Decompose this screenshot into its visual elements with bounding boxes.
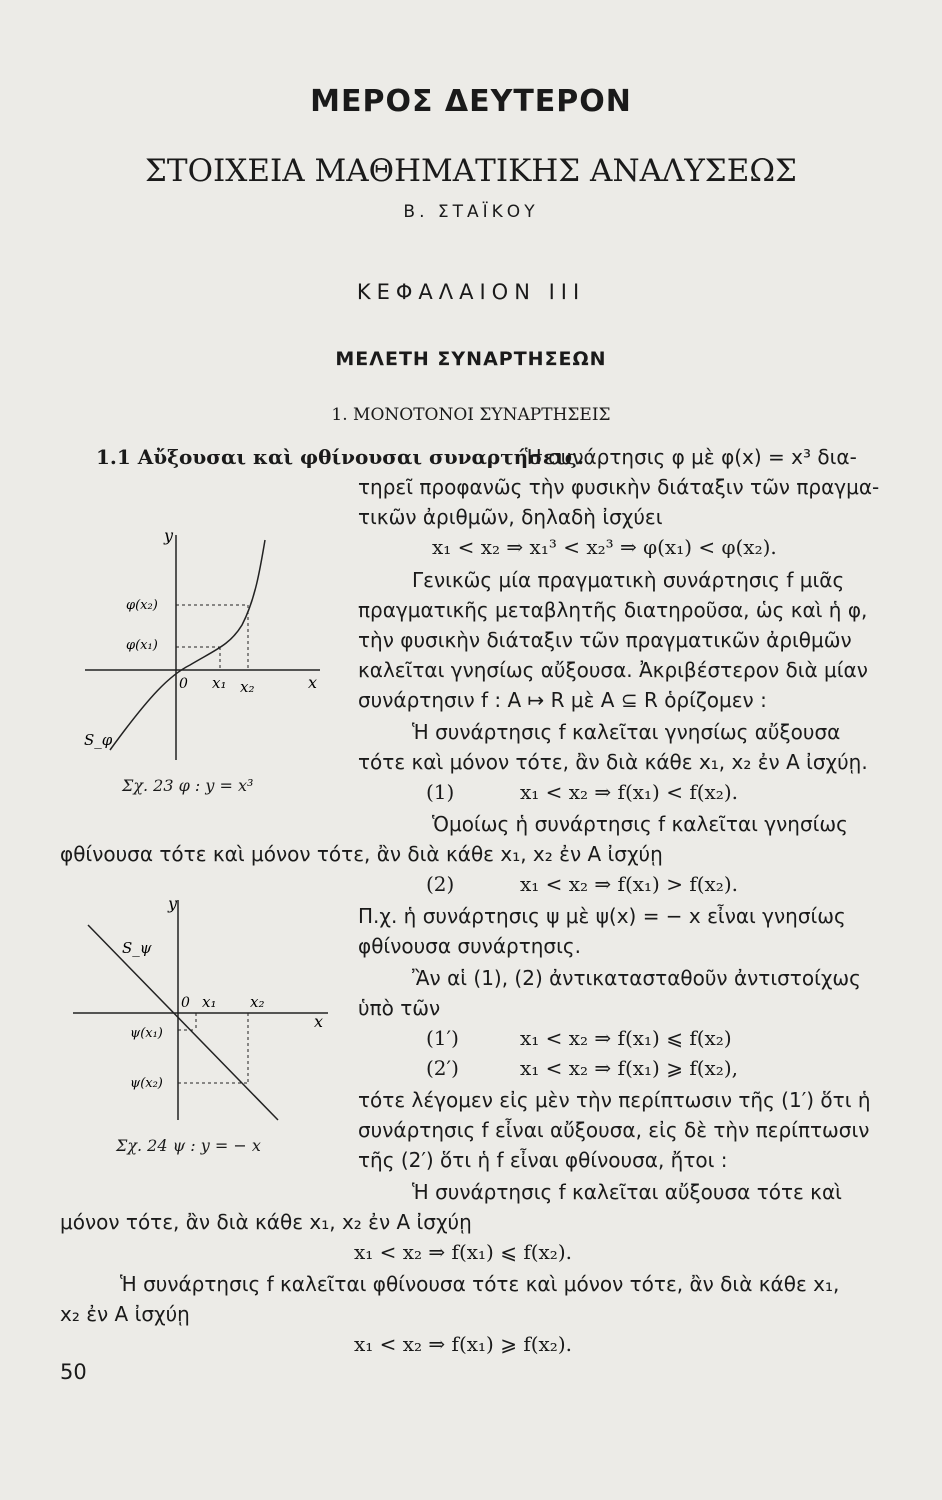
x2-label: x₂ <box>240 678 255 696</box>
y-label: y <box>164 526 174 545</box>
text-line: Ἡ συνάρτησις f καλεῖται αὔξουσα τότε καὶ <box>412 1180 842 1204</box>
fx1-label: φ(x₁) <box>126 638 158 653</box>
x-label: x <box>308 673 318 692</box>
text-line: τότε λέγομεν εἰς μὲν τὴν περίπτωσιν τῆς (1′) ὅτι ἡ <box>358 1088 871 1112</box>
equation: x₁ < x₂ ⇒ f(x₁) ⩽ f(x₂) <box>520 1026 732 1050</box>
subsection-heading: 1.1 Αὔξουσαι καὶ φθίνουσαι συναρτήσεις. <box>96 445 584 469</box>
graph-label: S_ψ <box>122 939 152 957</box>
text-line: ὑπὸ τῶν <box>358 996 441 1020</box>
x2-label: x₂ <box>250 993 265 1011</box>
x1-label: x₁ <box>202 993 217 1011</box>
text-line: Ἡ συνάρτησις f καλεῖται φθίνουσα τότε καὶ μόνον τότε, ἂν διὰ κάθε x₁, <box>120 1272 840 1296</box>
equation: x₁ < x₂ ⇒ f(x₁) ⩾ f(x₂), <box>520 1056 738 1080</box>
origin-label: 0 <box>181 995 190 1011</box>
equation-label: (2) <box>426 872 455 896</box>
main-title: ΣΤΟΙΧΕΙΑ ΜΑΘΗΜΑΤΙΚΗΣ ΑΝΑΛΥΣΕΩΣ <box>145 153 797 189</box>
x-label: x <box>314 1012 324 1031</box>
text-line: μόνον τότε, ἂν διὰ κάθε x₁, x₂ ἐν A ἰσχύῃ <box>60 1210 472 1234</box>
text-line: τικῶν ἀριθμῶν, δηλαδὴ ἰσχύει <box>358 505 663 529</box>
part-title: ΜΕΡΟΣ ΔΕΥΤΕΡΟΝ <box>310 84 632 119</box>
equation: x₁ < x₂ ⇒ f(x₁) ⩽ f(x₂). <box>354 1240 572 1264</box>
text-line: συνάρτησις f εἶναι αὔξουσα, εἰς δὲ τὴν περίπτωσιν <box>358 1118 870 1142</box>
figure-caption: Σχ. 24 ψ : y = − x <box>116 1136 261 1155</box>
text-line: τῆς (2′) ὅτι ἡ f εἶναι φθίνουσα, ἤτοι : <box>358 1148 728 1172</box>
text-line: x₂ ἐν A ἰσχύῃ <box>60 1302 190 1326</box>
author: Β. ΣΤΑΪΚΟΥ <box>403 202 539 222</box>
equation-label: (2′) <box>426 1056 459 1080</box>
text-line: πραγματικῆς μεταβλητῆς διατηροῦσα, ὡς καὶ ἡ φ, <box>358 598 868 622</box>
equation: x₁ < x₂ ⇒ f(x₁) ⩾ f(x₂). <box>354 1332 572 1356</box>
text-line: Γενικῶς μία πραγματικὴ συνάρτησις f μιᾶς <box>412 568 845 592</box>
figure-cubic <box>80 525 345 770</box>
text-line: Ὁμοίως ἡ συνάρτησις f καλεῖται γνησίως <box>432 812 848 836</box>
text-line: Π.χ. ἡ συνάρτησις ψ μὲ ψ(x) = − x εἶναι γνησίως <box>358 904 846 928</box>
x1-label: x₁ <box>212 674 227 692</box>
study-title: ΜΕΛΕΤΗ ΣΥΝΑΡΤΗΣΕΩΝ <box>335 348 607 370</box>
text-line: Ἡ συνάρτησις f καλεῖται γνησίως αὔξουσα <box>412 720 841 744</box>
decreasing-line <box>88 925 278 1120</box>
text-line: Ἡ συνάρτησις φ μὲ φ(x) = x³ δια- <box>525 445 857 469</box>
text-line: τότε καὶ μόνον τότε, ἂν διὰ κάθε x₁, x₂ ἐν A ἰσχύῃ. <box>358 750 868 774</box>
text-line: τηρεῖ προφανῶς τὴν φυσικὴν διάταξιν τῶν πραγμα- <box>358 475 880 499</box>
equation-label: (1′) <box>426 1026 459 1050</box>
fx2-label: ψ(x₂) <box>130 1076 163 1091</box>
inequality-chain: x₁ < x₂ ⇒ x₁³ < x₂³ ⇒ φ(x₁) < φ(x₂). <box>432 535 777 559</box>
text-line: φθίνουσα τότε καὶ μόνον τότε, ἂν διὰ κάθε x₁, x₂ ἐν A ἰσχύῃ <box>60 842 663 866</box>
fx1-label: ψ(x₁) <box>130 1026 163 1041</box>
fx2-label: φ(x₂) <box>126 598 158 613</box>
graph-label: S_φ <box>84 731 113 749</box>
text-line: Ἂν αἱ (1), (2) ἀντικατασταθοῦν ἀντιστοίχως <box>412 966 861 990</box>
y-label: y <box>168 895 178 913</box>
page-number: 50 <box>60 1360 87 1384</box>
figure-linear <box>68 895 338 1130</box>
chapter-title: ΚΕΦΑΛΑΙΟΝ ΙΙΙ <box>356 280 586 304</box>
equation: x₁ < x₂ ⇒ f(x₁) > f(x₂). <box>520 872 738 896</box>
equation: x₁ < x₂ ⇒ f(x₁) < f(x₂). <box>520 780 738 804</box>
text-line: συνάρτησιν f : A ↦ R μὲ A ⊆ R ὁρίζομεν : <box>358 688 767 712</box>
equation-label: (1) <box>426 780 455 804</box>
text-line: τὴν φυσικὴν διάταξιν τῶν πραγματικῶν ἀριθμῶν <box>358 628 852 652</box>
text-line: καλεῖται γνησίως αὔξουσα. Ἀκριβέστερον διὰ μίαν <box>358 658 868 682</box>
figure-caption: Σχ. 23 φ : y = x³ <box>122 776 254 795</box>
origin-label: 0 <box>179 676 188 692</box>
section-title: 1. ΜΟΝΟΤΟΝΟΙ ΣΥΝΑΡΤΗΣΕΙΣ <box>331 405 611 425</box>
text-line: φθίνουσα συνάρτησις. <box>358 934 581 958</box>
